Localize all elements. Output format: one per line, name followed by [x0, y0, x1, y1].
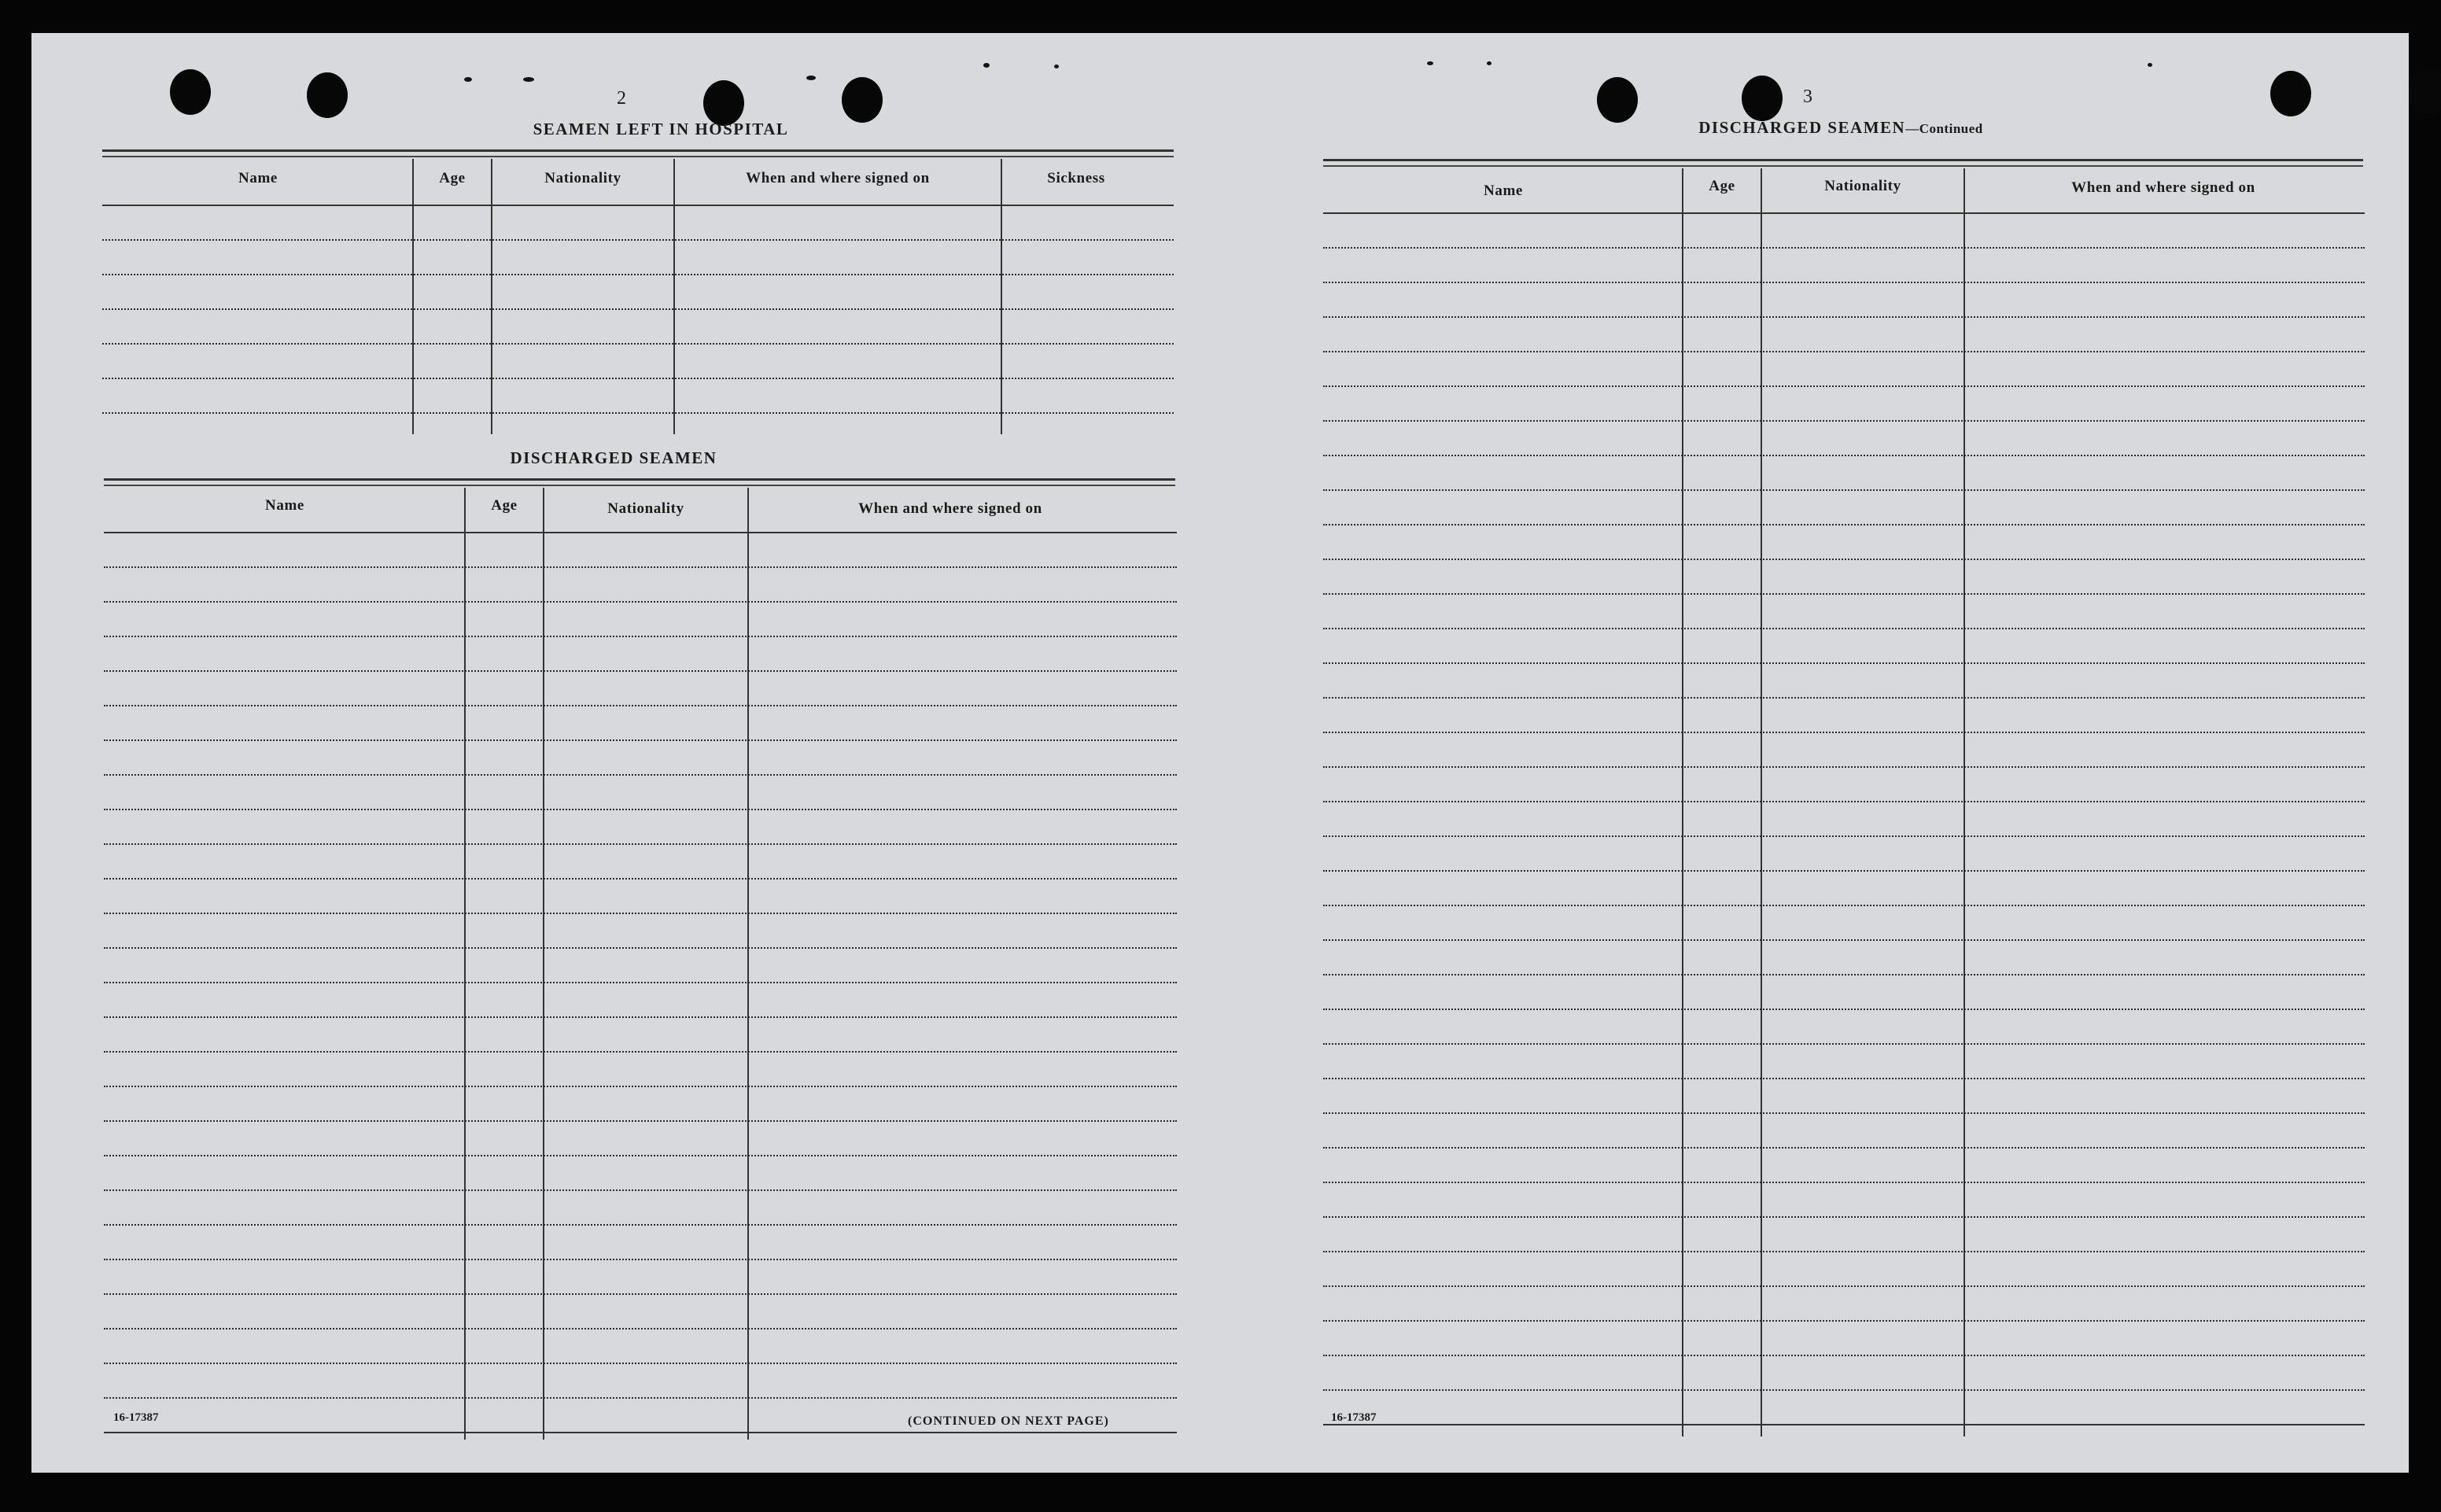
header-rule [104, 532, 1177, 533]
ruled-line [1323, 697, 2365, 699]
column-divider [1761, 168, 1762, 1436]
ruled-line [1323, 282, 2365, 283]
ruled-line [104, 774, 1177, 776]
form-number: 16-17387 [1331, 1411, 1377, 1424]
column-header-signed-on: When and where signed on [746, 170, 930, 186]
column-divider [412, 159, 414, 434]
ruled-line [1323, 1147, 2365, 1149]
column-divider [464, 488, 466, 1440]
ruled-line [104, 1155, 1177, 1156]
ruled-line [1323, 835, 2365, 837]
ruled-line [104, 982, 1177, 983]
discharged-section-title: DISCHARGED SEAMEN [510, 448, 717, 467]
section-title-main: DISCHARGED SEAMEN [1698, 118, 1906, 137]
ruled-line [1323, 1182, 2365, 1183]
header-rule [1323, 212, 2365, 214]
ruled-line [104, 1259, 1177, 1260]
ruled-line [104, 1224, 1177, 1226]
top-rule-thin [1323, 165, 2363, 167]
ruled-line [1323, 455, 2365, 456]
column-divider [1963, 168, 1965, 1436]
column-divider [491, 159, 492, 434]
column-header-age: Age [491, 497, 518, 514]
ruled-line [1323, 593, 2365, 595]
ruled-line [1323, 628, 2365, 629]
page-number: 3 [1803, 87, 1812, 107]
punch-hole [307, 72, 348, 118]
ruled-line [104, 705, 1177, 706]
ruled-line [1323, 870, 2365, 872]
ruled-line [102, 308, 1174, 310]
ruled-line [104, 1397, 1177, 1399]
ruled-line [1323, 1078, 2365, 1079]
column-divider [543, 488, 544, 1440]
ruled-line [1323, 766, 2365, 768]
continued-note: (CONTINUED ON NEXT PAGE) [908, 1414, 1109, 1428]
ruled-line [104, 947, 1177, 949]
ruled-line [104, 1293, 1177, 1295]
ruled-line [102, 274, 1174, 275]
column-header-nationality: Nationality [1824, 178, 1901, 194]
ruled-line [102, 343, 1174, 345]
ruled-line [1323, 939, 2365, 941]
ruled-line [104, 1051, 1177, 1053]
ruled-line [1323, 559, 2365, 560]
punch-hole [2409, 69, 2441, 115]
punch-hole [170, 69, 211, 115]
ruled-line [102, 412, 1174, 414]
ruled-line [1323, 1216, 2365, 1218]
ruled-line [104, 878, 1177, 880]
ruled-line [1323, 1320, 2365, 1322]
ruled-line [1323, 732, 2365, 733]
column-divider [673, 159, 675, 434]
top-rule [102, 149, 1174, 152]
ruled-line [1323, 974, 2365, 975]
ruled-line [104, 1363, 1177, 1364]
ruled-line [1323, 420, 2365, 422]
punch-hole [1742, 76, 1783, 121]
ruled-line [104, 566, 1177, 568]
speck [1427, 61, 1433, 65]
speck [464, 77, 472, 82]
speck [983, 63, 990, 68]
speck [1487, 61, 1492, 65]
ruled-line [104, 809, 1177, 810]
column-divider [1682, 168, 1683, 1436]
ruled-line [1323, 1112, 2365, 1114]
discharged-continued-title [1605, 118, 2077, 138]
form-number: 16-17387 [113, 1411, 159, 1424]
ruled-line [1323, 1355, 2365, 1356]
speck [2148, 63, 2152, 67]
header-rule [102, 205, 1174, 206]
speck [1054, 65, 1059, 68]
ruled-line [1323, 247, 2365, 249]
bottom-rule [1323, 1424, 2365, 1425]
ruled-line [1323, 489, 2365, 491]
ruled-line [104, 670, 1177, 672]
ruled-line [102, 378, 1174, 379]
speck [523, 77, 534, 82]
punch-hole [842, 77, 883, 123]
column-header-signed-on: When and where signed on [2071, 179, 2255, 196]
section-title-suffix: —Continued [1905, 121, 1983, 136]
top-rule-thin [104, 485, 1175, 486]
column-header-name: Name [1484, 183, 1523, 199]
column-header-name: Name [238, 170, 278, 186]
ruled-line [104, 1120, 1177, 1122]
ruled-line [1323, 316, 2365, 318]
column-header-age: Age [439, 170, 466, 186]
speck [806, 76, 816, 80]
ruled-line [102, 239, 1174, 241]
ruled-line [104, 1328, 1177, 1329]
ruled-line [1323, 385, 2365, 387]
page-number: 2 [617, 88, 626, 109]
hospital-section-title: SEAMEN LEFT IN HOSPITAL [533, 120, 789, 138]
ruled-line [104, 1016, 1177, 1018]
ruled-line [1323, 1389, 2365, 1391]
ruled-line [104, 739, 1177, 741]
ruled-line [104, 1086, 1177, 1087]
ruled-line [1323, 1285, 2365, 1287]
ruled-line [1323, 524, 2365, 526]
column-header-nationality: Nationality [607, 500, 684, 517]
ruled-line [1323, 1009, 2365, 1010]
ruled-line [104, 636, 1177, 637]
top-rule [1323, 159, 2363, 161]
ruled-line [1323, 905, 2365, 906]
column-header-signed-on: When and where signed on [858, 500, 1042, 517]
top-rule-thin [102, 156, 1174, 157]
column-divider [1001, 159, 1002, 434]
ruled-line [1323, 801, 2365, 802]
column-header-name: Name [265, 497, 304, 514]
column-divider [747, 488, 749, 1440]
ruled-line [1323, 1043, 2365, 1045]
ruled-line [1323, 351, 2365, 352]
column-header-sickness: Sickness [1047, 170, 1105, 186]
punch-hole [2270, 71, 2311, 116]
ruled-line [1323, 662, 2365, 664]
ruled-line [104, 843, 1177, 845]
bottom-rule [104, 1432, 1177, 1433]
punch-hole [1597, 77, 1638, 123]
ruled-line [104, 913, 1177, 914]
form-sheet [31, 33, 2409, 1473]
ruled-line [1323, 1251, 2365, 1252]
ruled-line [104, 601, 1177, 603]
right-page [1219, 33, 2409, 1473]
left-page [31, 33, 1219, 1473]
column-header-nationality: Nationality [544, 170, 621, 186]
top-rule [104, 478, 1175, 481]
column-header-age: Age [1709, 178, 1735, 194]
ruled-line [104, 1189, 1177, 1191]
